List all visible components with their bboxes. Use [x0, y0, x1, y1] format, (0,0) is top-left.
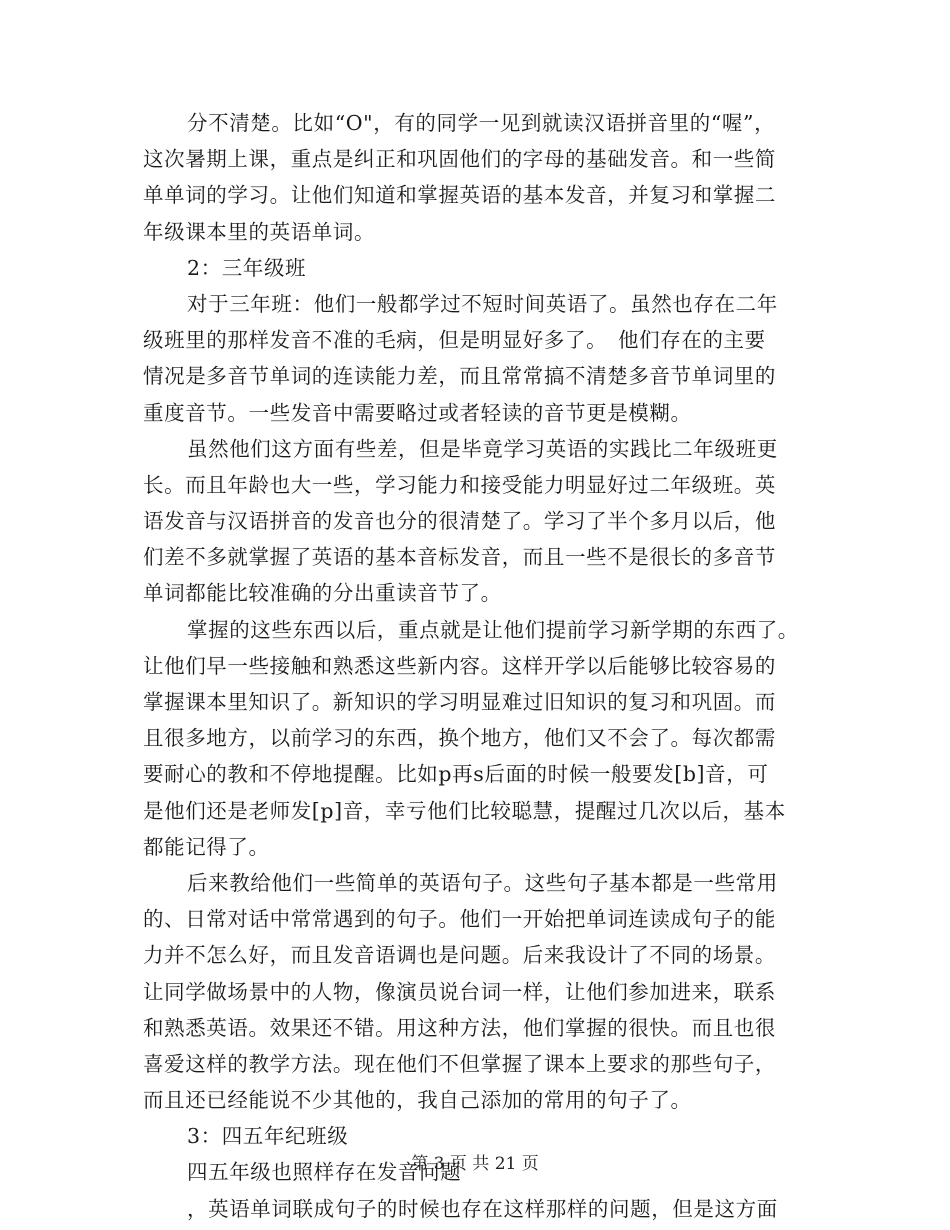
- text-line: 单单词的学习。让他们知道和掌握英语的基本发音，并复习和掌握二: [143, 183, 776, 208]
- text-line: 让同学做场景中的人物，像演员说台词一样，让他们参加进来，联系: [143, 979, 776, 1004]
- text-line: 重度音节。一些发音中需要略过或者轻读的音节更是模糊。: [143, 400, 692, 425]
- text-line: 长。而且年龄也大一些，学习能力和接受能力明显好过二年级班。英: [143, 472, 776, 497]
- text-line: 力并不怎么好，而且发音语调也是问题。后来我设计了不同的场景。: [143, 943, 776, 968]
- text-line: 情况是多音节单词的连读能力差，而且常常搞不清楚多音节单词里的: [143, 364, 776, 389]
- text-line: 们差不多就掌握了英语的基本音标发音，而且一些不是很长的多音节: [143, 545, 776, 570]
- section-heading-grade-4-5: 3：四五年纪班级: [187, 1124, 349, 1149]
- text-line: 都能记得了。: [143, 834, 270, 859]
- text-line: 这次暑期上课，重点是纠正和巩固他们的字母的基础发音。和一些简: [143, 147, 776, 172]
- text-line: 的、日常对话中常常遇到的句子。他们一开始把单词连读成句子的能: [143, 907, 776, 932]
- section-heading-grade-3: 2：三年级班: [187, 255, 307, 280]
- page-footer: 第 3 页 共 21 页: [411, 1154, 539, 1174]
- text-line: 语发音与汉语拼音的发音也分的很清楚了。学习了半个多月以后，他: [143, 509, 776, 534]
- text-line: 要耐心的教和不停地提醒。比如p再s后面的时候一般要发[b]音，可: [143, 762, 769, 787]
- text-line: 且很多地方，以前学习的东西，换个地方，他们又不会了。每次都需: [143, 726, 776, 751]
- text-line: 喜爱这样的教学方法。现在他们不但掌握了课本上要求的那些句子，: [143, 1051, 776, 1076]
- text-line: 和熟悉英语。效果还不错。用这种方法，他们掌握的很快。而且也很: [143, 1015, 776, 1040]
- text-line: 让他们早一些接触和熟悉这些新内容。这样开学以后能够比较容易的: [143, 653, 776, 678]
- text-line: 而且还已经能说不少其他的，我自己添加的常用的句子了。: [143, 1088, 692, 1113]
- text-line: 四五年级也照样存在发音问题: [187, 1160, 462, 1185]
- text-line: 虽然他们这方面有些差，但是毕竟学习英语的实践比二年级班更: [187, 436, 778, 461]
- text-line: 级班里的那样发音不准的毛病，但是明显好多了。 他们存在的主要: [143, 328, 766, 353]
- text-line: ，英语单词联成句子的时候也存在这样那样的问题，但是这方面: [187, 1196, 778, 1221]
- text-line: 对于三年班：他们一般都学过不短时间英语了。虽然也存在二年: [187, 291, 778, 316]
- text-line: 分不清楚。比如“O"，有的同学一见到就读汉语拼音里的“喔”，: [187, 111, 776, 135]
- text-line: 后来教给他们一些简单的英语句子。这些句子基本都是一些常用: [187, 870, 778, 895]
- text-line: 掌握的这些东西以后，重点就是让他们提前学习新学期的东西了。: [187, 617, 799, 642]
- text-line: 单词都能比较准确的分出重读音节了。: [143, 581, 502, 606]
- text-line: 是他们还是老师发[p]音，幸亏他们比较聪慧，提醒过几次以后，基本: [143, 798, 786, 823]
- text-line: 年级课本里的英语单词。: [143, 219, 376, 244]
- text-line: 掌握课本里知识了。新知识的学习明显难过旧知识的复习和巩固。而: [143, 690, 776, 714]
- document-body: [143, 105, 811, 1227]
